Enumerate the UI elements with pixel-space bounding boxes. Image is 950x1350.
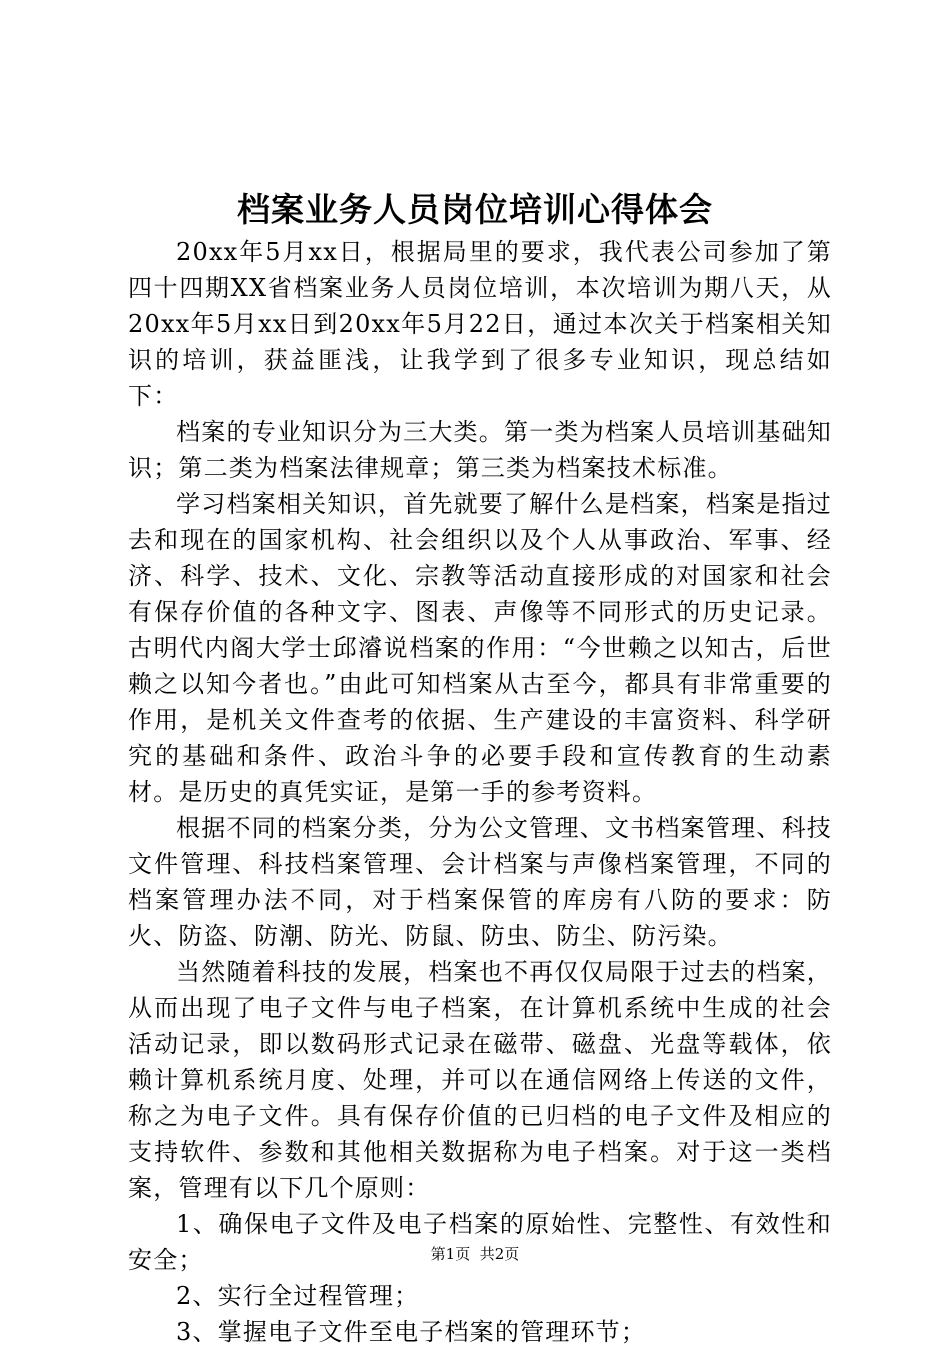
page-number: 第1页	[430, 1245, 471, 1263]
paragraph-intro: 20xx年5月xx日，根据局里的要求，我代表公司参加了第四十四期XX省档案业务人员岗位培训，本次培训为期八天，从20xx年5月xx日到20xx年5月22日，通过本次关于档案相关知识的培训，获益匪浅，让我学到了很多专业知识，现总结如下：	[128, 238, 832, 410]
paragraph-definition: 学习档案相关知识，首先就要了解什么是档案，档案是指过去和现在的国家机构、社会组织以及个人从事政治、军事、经济、科学、技术、文化、宗教等活动直接形成的对国家和社会有保存价值的各种文字、图表、声像等不同形式的历史记录。古明代内阁大学士邱濬说档案的作用：“今世赖之以知古，后世赖之以知今者也。”由此可知档案从古至今，都具有非常重要的作用，是机关文件查考的依据、生产建设的丰富资料、科学研究的基础和条件、政治斗争的必要手段和宣传教育的生动素材。是历史的真凭实证，是第一手的参考资料。	[128, 490, 832, 806]
page-total: 共2页	[479, 1245, 520, 1263]
paragraph-categories: 档案的专业知识分为三大类。第一类为档案人员培训基础知识；第二类为档案法律规章；第三类为档案技术标准。	[128, 418, 832, 482]
list-item-principle-2: 2、实行全过程管理；	[176, 1282, 420, 1310]
list-item-principle-3: 3、掌握电子文件至电子档案的管理环节；	[176, 1318, 647, 1346]
paragraph-classification: 根据不同的档案分类，分为公文管理、文书档案管理、科技文件管理、科技档案管理、会计档案与声像档案管理，不同的档案管理办法不同，对于档案保管的库房有八防的要求：防火、防盗、防潮、防光、防鼠、防虫、防尘、防污染。	[128, 814, 832, 950]
page-footer	[0, 1244, 950, 1264]
list-item-principle-1: 1、确保电子文件及电子档案的原始性、完整性、有效性和安全；	[128, 1210, 832, 1274]
page-title: 档案业务人员岗位培训心得体会	[237, 190, 713, 229]
paragraph-electronic-records: 当然随着科技的发展，档案也不再仅仅局限于过去的档案，从而出现了电子文件与电子档案，在计算机系统中生成的社会活动记录，即以数码形式记录在磁带、磁盘、光盘等载体，依赖计算机系统月度、处理，并可以在通信网络上传送的文件，称之为电子文件。具有保存价值的已归档的电子文件及相应的支持软件、参数和其他相关数据称为电子档案。对于这一类档案，管理有以下几个原则：	[128, 958, 832, 1202]
document-body	[128, 234, 832, 1350]
